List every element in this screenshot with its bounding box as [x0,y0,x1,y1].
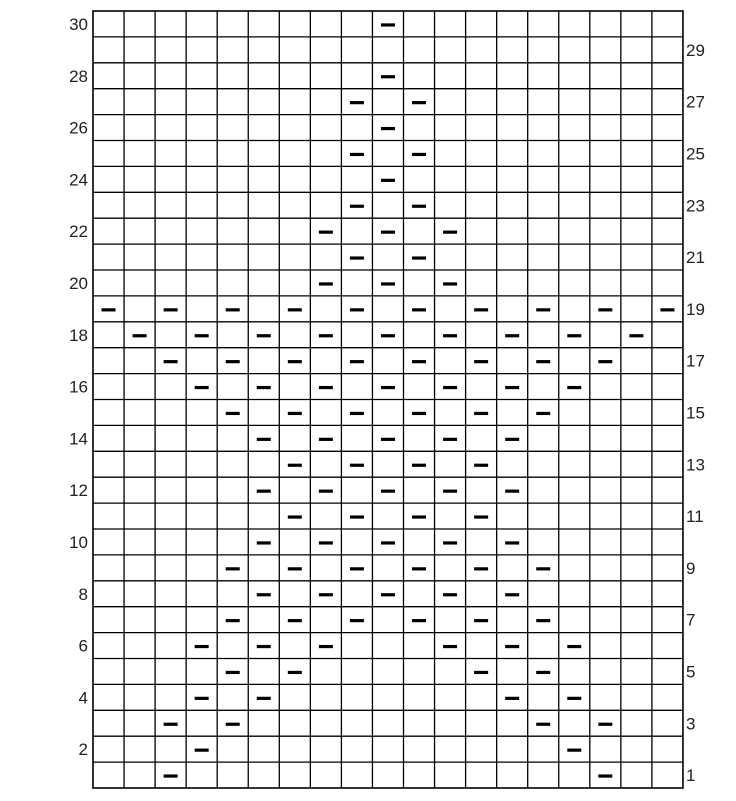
row-number-right: 13 [686,455,705,475]
row-number-left: 14 [69,429,88,449]
row-number-right: 9 [686,558,696,578]
row-number-left: 22 [69,222,88,242]
row-number-right: 27 [686,92,705,112]
row-number-right: 7 [686,610,696,630]
row-number-right: 15 [686,403,705,423]
row-number-right: 1 [686,766,696,786]
row-number-left: 10 [69,532,88,552]
row-number-left: 24 [69,170,88,190]
row-number-left: 16 [69,377,88,397]
row-number-right: 25 [686,144,705,164]
purl-symbols [102,25,675,776]
row-number-left: 12 [69,481,88,501]
row-number-right: 11 [686,507,704,527]
row-number-right: 5 [686,662,696,682]
row-number-right: 19 [686,299,705,319]
row-number-left: 26 [69,118,88,138]
row-number-left: 8 [78,584,88,604]
row-number-right: 29 [686,40,705,60]
row-number-left: 2 [78,740,88,760]
row-number-left: 30 [69,14,88,34]
row-number-left: 4 [78,688,88,708]
row-number-left: 6 [78,636,88,656]
row-number-left: 28 [69,66,88,86]
left-row-numbers [69,15,88,759]
row-number-left: 20 [69,273,88,293]
row-number-right: 23 [686,196,705,216]
row-number-right: 17 [686,351,705,371]
row-number-right: 3 [686,714,696,734]
row-number-right: 21 [686,248,705,268]
row-number-left: 18 [69,325,88,345]
right-row-numbers [686,41,705,785]
